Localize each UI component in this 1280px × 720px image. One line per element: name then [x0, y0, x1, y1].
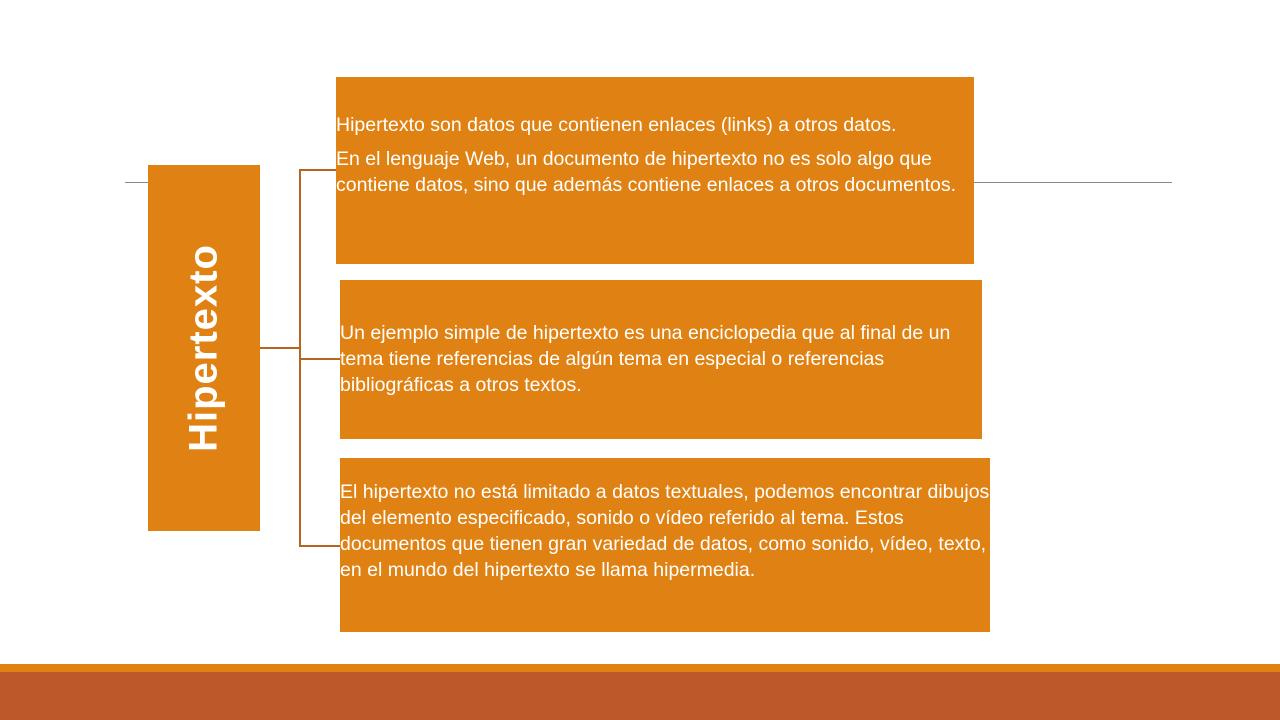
footer-bar [0, 672, 1280, 720]
node-3-paragraph-1: El hipertexto no está limitado a datos textuales, podemos encontrar dibujos del elemento especificado, sonido o vídeo referido al tema. Estos documentos que tienen gran variedad de datos, como sonido, vídeo, texto, en el mundo del hipertexto se llama hipermedia. [340, 481, 990, 581]
footer-accent-band [0, 664, 1280, 672]
header-rule-right [974, 182, 1172, 183]
connector-root-stub [260, 347, 300, 349]
connector-branch-3 [299, 545, 340, 547]
diagram-node-2 [340, 280, 982, 439]
node-1-paragraph-1: Hipertexto son datos que contienen enlaces (links) a otros datos. [336, 114, 897, 136]
connector-branch-1 [299, 169, 336, 171]
node-1-paragraph-2: En el lenguaje Web, un documento de hipertexto no es solo algo que contiene datos, sino que además contiene enlaces a otros documentos. [336, 148, 957, 196]
diagram-node-1 [336, 77, 974, 264]
root-node-label: Hipertexto [181, 244, 226, 452]
diagram-node-3 [340, 458, 990, 632]
header-rule-left [125, 182, 149, 183]
node-2-paragraph-1: Un ejemplo simple de hipertexto es una enciclopedia que al final de un tema tiene referencias de algún tema en especial o referencias bibliográficas a otros textos. [340, 322, 951, 396]
root-node [148, 165, 260, 531]
connector-branch-2 [299, 358, 340, 360]
